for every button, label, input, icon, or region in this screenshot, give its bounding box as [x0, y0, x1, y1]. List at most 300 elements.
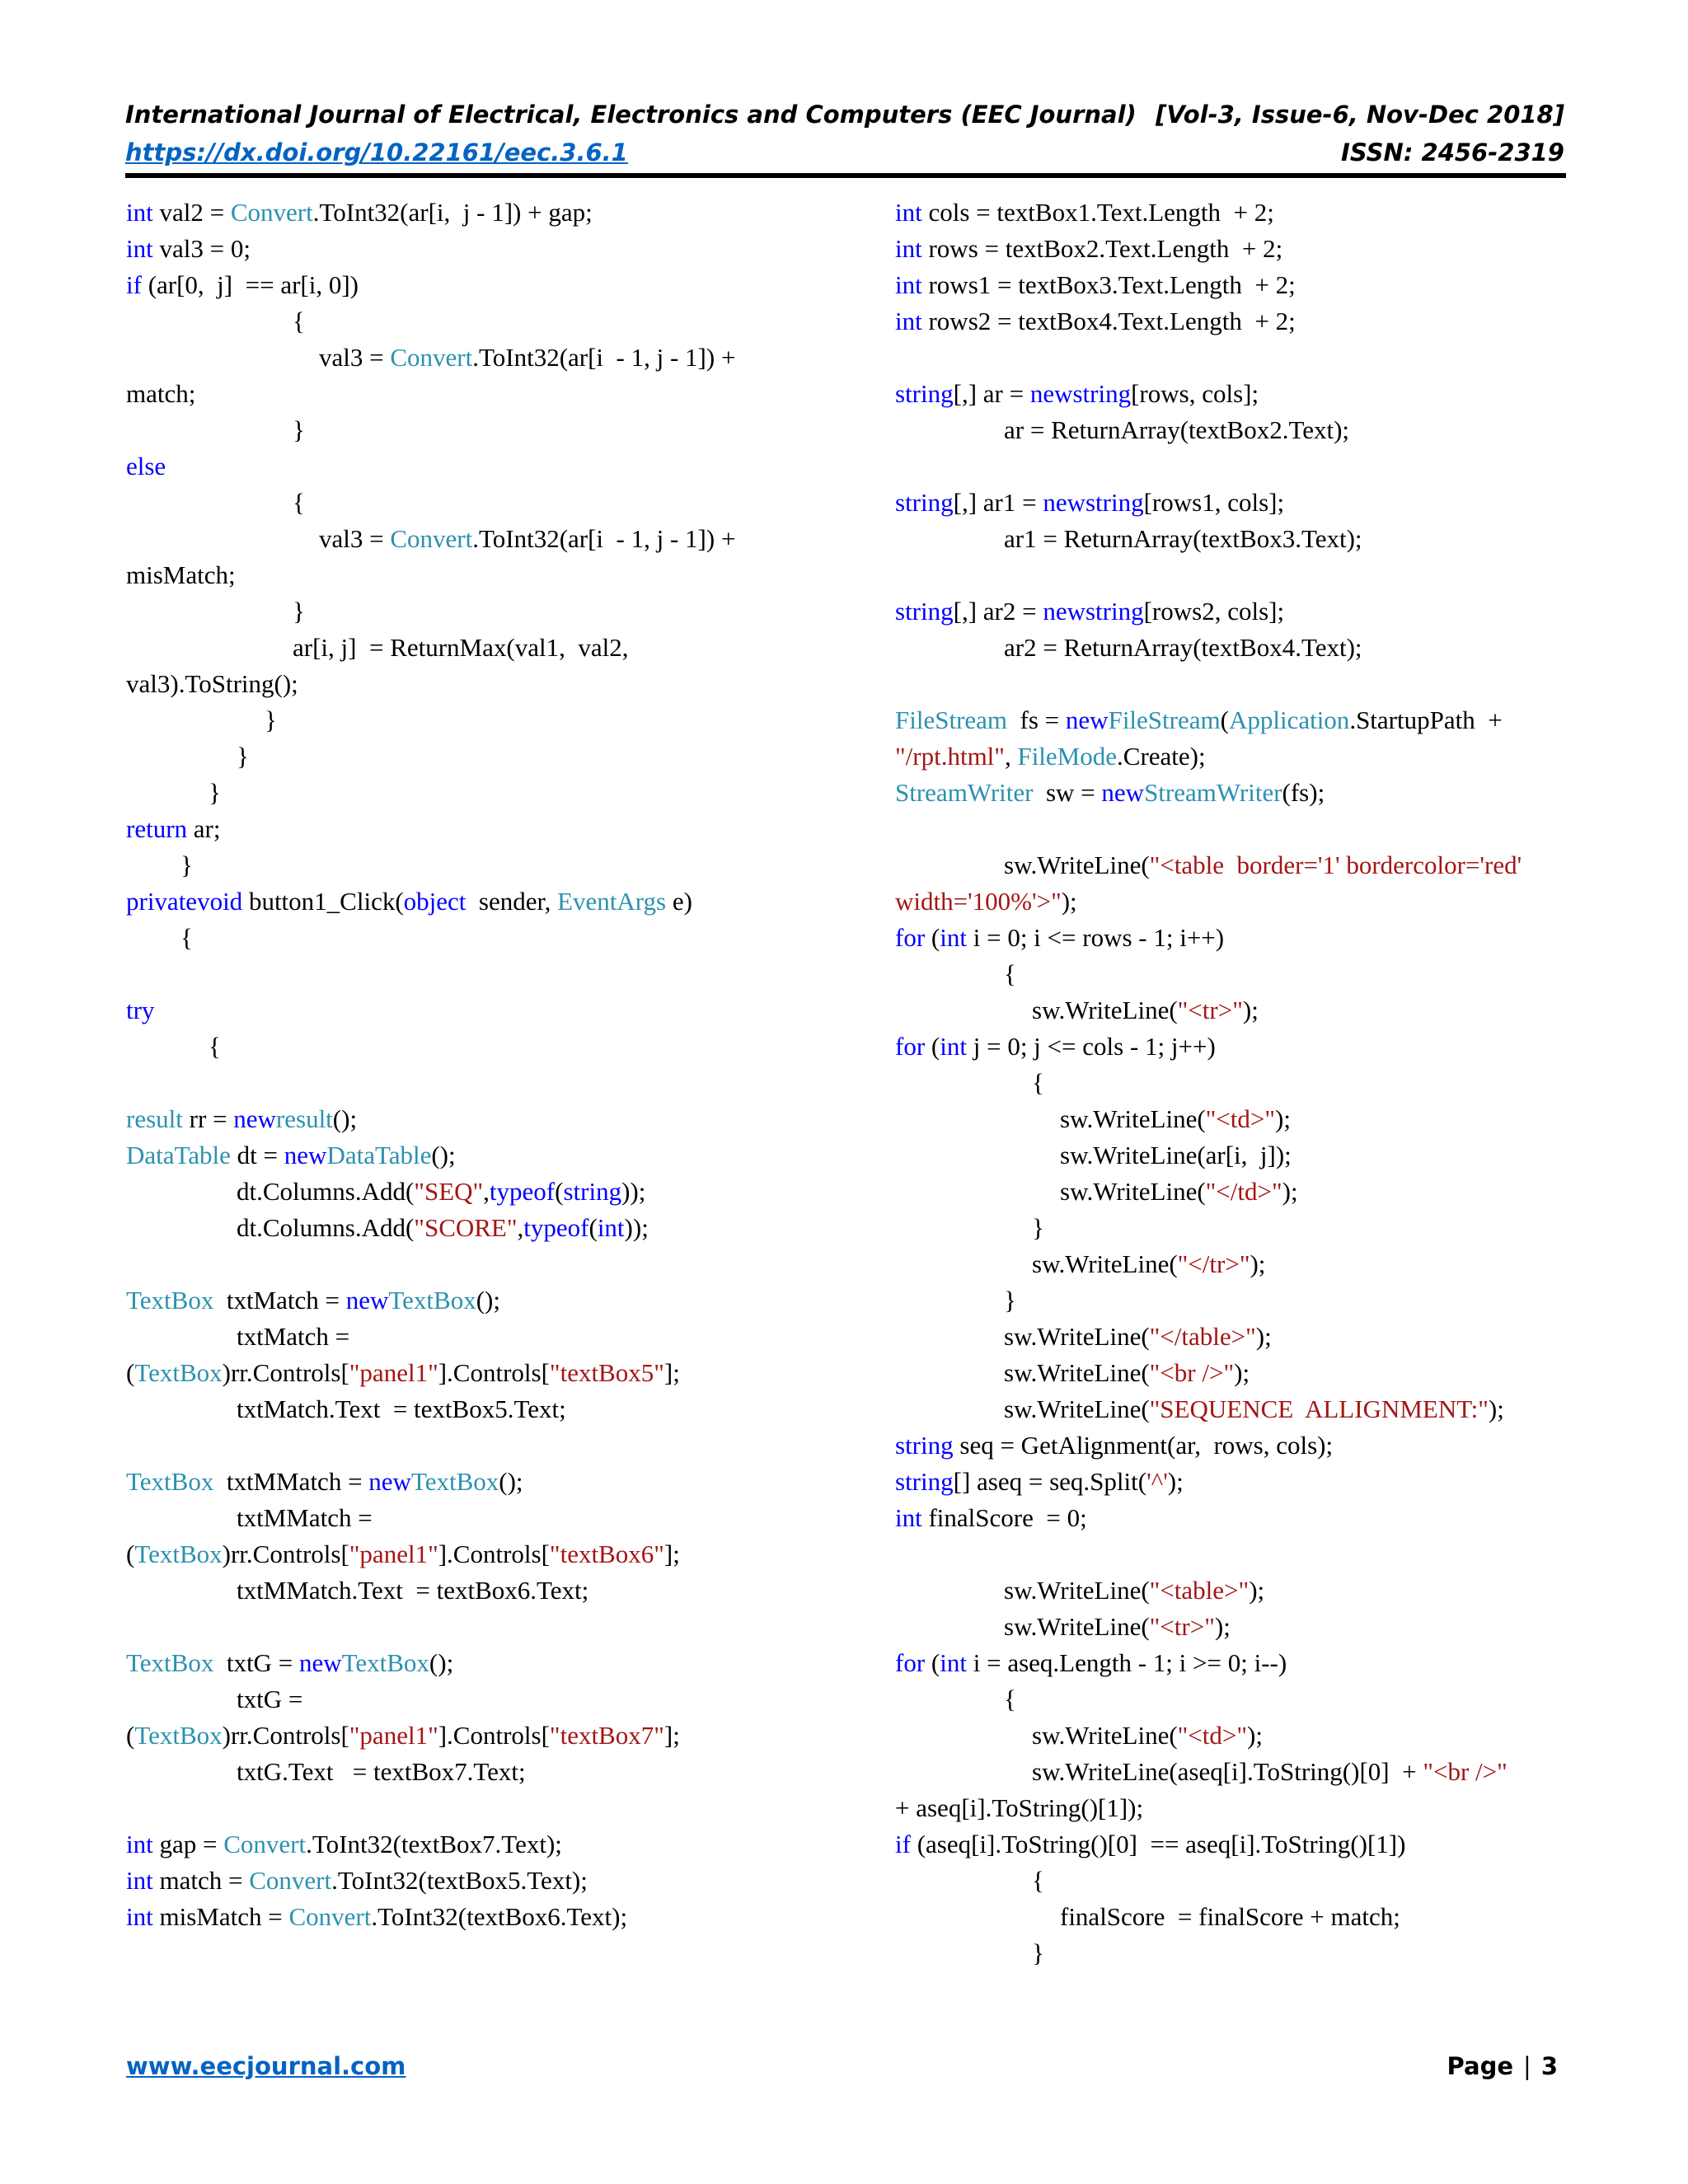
code-text: (	[126, 1721, 135, 1750]
code-string: "/rpt.html"	[895, 742, 1005, 771]
code-line	[126, 1828, 562, 1861]
code-text: val3 =	[319, 524, 391, 553]
code-text: ();	[429, 1648, 454, 1677]
code-keyword: string	[895, 1431, 954, 1460]
code-text: {	[1032, 1866, 1044, 1895]
code-line	[1004, 1574, 1264, 1607]
code-type-name: Convert	[288, 1902, 372, 1931]
code-text: (	[126, 1540, 135, 1568]
code-keyword: privatevoid	[126, 887, 243, 916]
code-line	[209, 1030, 221, 1063]
code-line	[1004, 958, 1016, 991]
code-text: {	[293, 488, 305, 517]
code-string: "</table>"	[1149, 1322, 1256, 1351]
code-line	[126, 994, 154, 1027]
code-string: "panel1"	[349, 1358, 438, 1387]
code-text: (	[1220, 705, 1229, 734]
code-text: button1_Click(	[242, 887, 404, 916]
code-text: ();	[332, 1104, 358, 1133]
code-text: txtG =	[213, 1648, 299, 1677]
code-text: .ToInt32(textBox7.Text);	[306, 1830, 562, 1858]
code-string: "textBox6"	[549, 1540, 664, 1568]
code-type-name: FileStream	[1108, 705, 1221, 734]
code-text: val3).ToString();	[126, 669, 298, 698]
code-line	[126, 377, 195, 410]
code-line	[237, 1393, 566, 1426]
code-line	[126, 1465, 523, 1498]
code-text: [,] ar =	[953, 379, 1030, 408]
code-string: width='100%'>"	[895, 887, 1062, 916]
code-keyword: int	[895, 198, 922, 227]
code-keyword: string	[895, 379, 954, 408]
code-text: + aseq[i].ToString()[1]);	[895, 1793, 1144, 1822]
code-text: dt.Columns.Add(	[237, 1213, 415, 1242]
code-text: e)	[666, 887, 692, 916]
code-line	[293, 631, 628, 664]
code-line	[126, 1647, 453, 1680]
code-string: "<td>"	[1205, 1104, 1276, 1133]
code-text: }	[237, 742, 249, 771]
code-line	[1060, 1175, 1298, 1208]
code-line	[895, 486, 1284, 519]
code-keyword: int	[895, 307, 922, 335]
code-type-name: EventArgs	[557, 887, 667, 916]
code-string: "panel1"	[349, 1540, 438, 1568]
code-text: rr =	[182, 1104, 234, 1133]
code-text: cols = textBox1.Text.Length + 2;	[921, 198, 1274, 227]
code-text: txtG =	[237, 1685, 303, 1713]
code-keyword: try	[126, 996, 155, 1024]
code-text: }	[209, 778, 221, 807]
code-line	[319, 341, 735, 374]
code-line	[126, 1357, 680, 1390]
code-text: [rows, cols];	[1131, 379, 1259, 408]
code-type-name: FileStream	[895, 705, 1008, 734]
code-text: rows1 = textBox3.Text.Length + 2;	[921, 270, 1296, 299]
code-keyword: return	[126, 814, 188, 843]
code-string: "textBox5"	[549, 1358, 664, 1387]
code-string: "<td>"	[1177, 1721, 1248, 1750]
code-text: );	[1234, 1358, 1250, 1387]
code-type-name: DataTable	[126, 1141, 231, 1169]
code-line	[181, 921, 193, 954]
code-line	[319, 523, 735, 555]
code-keyword: string	[895, 488, 954, 517]
code-text: sw.WriteLine(ar[i, j]);	[1060, 1141, 1292, 1169]
code-text: }	[1032, 1938, 1044, 1967]
code-keyword: if	[895, 1830, 911, 1858]
code-text: }	[265, 705, 277, 734]
code-line	[1032, 1212, 1044, 1244]
code-text: ].Controls[	[438, 1540, 550, 1568]
code-keyword: for	[895, 1032, 926, 1061]
code-text: ,	[1004, 742, 1018, 771]
page-separator: |	[1523, 2052, 1531, 2080]
code-keyword: if	[126, 270, 142, 299]
code-keyword: new	[233, 1104, 276, 1133]
footer-website-link[interactable]: www.eecjournal.com	[126, 2052, 406, 2080]
code-line	[1004, 414, 1349, 447]
code-keyword: int	[940, 1648, 967, 1677]
code-string: "textBox7"	[549, 1721, 664, 1750]
code-text: ));	[621, 1177, 646, 1206]
code-type-name: TextBox	[410, 1467, 499, 1496]
code-text: );	[1242, 996, 1259, 1024]
code-line	[126, 1284, 500, 1317]
code-line	[895, 1828, 1405, 1861]
code-string: "</td>"	[1205, 1177, 1282, 1206]
code-text: sw.WriteLine(	[1060, 1177, 1206, 1206]
page-number	[1447, 2052, 1558, 2080]
code-text: dt.Columns.Add(	[237, 1177, 415, 1206]
code-text: val3 =	[319, 343, 391, 372]
code-text: sender,	[466, 887, 558, 916]
code-line	[237, 1502, 373, 1535]
code-type-name: TextBox	[341, 1648, 429, 1677]
code-line	[1004, 1357, 1250, 1390]
code-text: {	[1004, 1685, 1016, 1713]
code-text: fs =	[1007, 705, 1066, 734]
code-text: misMatch =	[152, 1902, 289, 1931]
code-text: }	[1032, 1213, 1044, 1242]
code-line	[1004, 849, 1522, 882]
code-text: rows = textBox2.Text.Length + 2;	[921, 234, 1283, 263]
code-line	[293, 595, 305, 628]
code-keyword: new	[284, 1141, 327, 1169]
code-text: txtMatch =	[213, 1286, 346, 1315]
code-type-name: Application	[1228, 705, 1350, 734]
code-type-name: TextBox	[134, 1540, 223, 1568]
code-keyword: for	[895, 923, 926, 952]
code-type-name: Convert	[390, 343, 473, 372]
code-string: "</tr>"	[1177, 1249, 1250, 1278]
code-keyword: new	[1065, 705, 1109, 734]
code-keyword: else	[126, 452, 166, 480]
code-text: {	[1032, 1068, 1044, 1097]
code-text: [,] ar1 =	[953, 488, 1043, 517]
code-text: ,	[483, 1177, 490, 1206]
code-text: finalScore = 0;	[921, 1503, 1087, 1532]
code-line	[126, 885, 692, 918]
code-text: ];	[663, 1721, 680, 1750]
code-keyword: typeof	[523, 1213, 589, 1242]
code-keyword: int	[126, 1902, 153, 1931]
page-label: Page	[1447, 2052, 1514, 2080]
code-line	[1004, 1393, 1504, 1426]
code-type-name: DataTable	[326, 1141, 432, 1169]
code-line	[237, 1320, 349, 1353]
code-text: {	[209, 1032, 221, 1061]
code-text: sw.WriteLine(	[1004, 1358, 1150, 1387]
code-text: sw =	[1033, 778, 1102, 807]
code-text: (aseq[i].ToString()[0] == aseq[i].ToString()[1])	[910, 1830, 1406, 1858]
code-type-name: Convert	[230, 198, 313, 227]
code-type-name: TextBox	[126, 1286, 214, 1315]
code-line	[1032, 1755, 1507, 1788]
code-text: ));	[624, 1213, 649, 1242]
code-line	[265, 704, 277, 737]
issn: ISSN: 2456-2319	[1341, 138, 1564, 166]
code-line	[895, 1647, 1287, 1680]
code-text: (	[925, 1648, 940, 1677]
code-keyword: int	[126, 1830, 153, 1858]
code-keyword: for	[895, 1648, 926, 1677]
code-line	[895, 921, 1224, 954]
code-line	[126, 668, 298, 701]
code-text: txtMatch =	[237, 1322, 350, 1351]
code-text: (	[588, 1213, 598, 1242]
code-line	[895, 740, 1206, 773]
code-line	[895, 1465, 1184, 1498]
code-line	[1004, 1284, 1016, 1317]
code-type-name: FileMode	[1017, 742, 1118, 771]
code-line	[1004, 523, 1362, 555]
code-text: );	[1061, 887, 1077, 916]
code-string: "SEQ"	[414, 1177, 484, 1206]
code-text: )rr.Controls[	[222, 1540, 349, 1568]
code-line	[895, 232, 1282, 265]
code-type-name: result	[275, 1104, 333, 1133]
code-line	[1032, 1937, 1044, 1970]
code-text: txtMatch.Text = textBox5.Text;	[237, 1394, 566, 1423]
code-string: '^'	[1146, 1467, 1168, 1496]
code-line	[126, 1538, 680, 1571]
code-line	[895, 1792, 1143, 1825]
code-text: sw.WriteLine(	[1004, 1322, 1150, 1351]
code-text: sw.WriteLine(aseq[i].ToString()[0] +	[1032, 1757, 1423, 1786]
code-string: "SCORE"	[414, 1213, 518, 1242]
code-line	[895, 1030, 1216, 1063]
code-line	[1004, 1320, 1272, 1353]
code-text: ();	[431, 1141, 456, 1169]
code-text: (	[925, 1032, 940, 1061]
code-keyword: new	[368, 1467, 411, 1496]
code-text: .ToInt32(ar[i - 1, j - 1]) +	[472, 343, 736, 372]
code-type-name: StreamWriter	[895, 778, 1034, 807]
code-text: txtMMatch =	[213, 1467, 369, 1496]
code-text: );	[1249, 1576, 1265, 1605]
doi-link[interactable]: https://dx.doi.org/10.22161/eec.3.6.1	[125, 138, 628, 166]
code-text: ar[i, j] = ReturnMax(val1, val2,	[293, 633, 629, 662]
page-number-value: 3	[1540, 2052, 1558, 2080]
code-keyword: int	[895, 1503, 922, 1532]
code-text: ar2 = ReturnArray(textBox4.Text);	[1004, 633, 1362, 662]
code-keyword: int	[126, 198, 153, 227]
code-string: "<tr>"	[1177, 996, 1243, 1024]
code-type-name: StreamWriter	[1144, 778, 1282, 807]
code-keyword: new	[1101, 778, 1145, 807]
code-line	[895, 1429, 1333, 1462]
code-text: sw.WriteLine(	[1032, 1249, 1178, 1278]
code-string: "<br />"	[1149, 1358, 1235, 1387]
code-text: [rows2, cols];	[1143, 597, 1285, 626]
code-line	[895, 377, 1259, 410]
code-line	[126, 559, 236, 592]
code-keyword: new	[298, 1648, 342, 1677]
code-keyword: string	[895, 1467, 954, 1496]
code-text: .ToInt32(ar[i - 1, j - 1]) +	[472, 524, 736, 553]
code-line	[1032, 1248, 1265, 1281]
code-line	[895, 885, 1077, 918]
code-text: finalScore = finalScore + match;	[1060, 1902, 1400, 1931]
code-keyword: newstring	[1029, 379, 1132, 408]
code-text: rows2 = textBox4.Text.Length + 2;	[921, 307, 1296, 335]
code-line	[237, 740, 249, 773]
code-text: [rows1, cols];	[1143, 488, 1285, 517]
code-text: (	[555, 1177, 564, 1206]
code-text: ,	[517, 1213, 524, 1242]
code-text: );	[1167, 1467, 1184, 1496]
journal-title: International Journal of Electrical, Electronics and Computers (EEC Journal)	[125, 101, 1137, 129]
code-text: sw.WriteLine(	[1004, 851, 1150, 879]
code-string: "panel1"	[349, 1721, 438, 1750]
code-text: ar;	[187, 814, 221, 843]
code-text: sw.WriteLine(	[1032, 1721, 1178, 1750]
code-line	[126, 232, 251, 265]
code-text: }	[181, 851, 193, 879]
code-text: misMatch;	[126, 560, 236, 589]
code-line	[126, 450, 166, 483]
code-line	[1004, 631, 1362, 664]
code-text: dt =	[230, 1141, 284, 1169]
code-type-name: TextBox	[126, 1467, 214, 1496]
code-line	[1060, 1139, 1292, 1172]
code-text: gap =	[152, 1830, 224, 1858]
code-text: sw.WriteLine(	[1004, 1394, 1150, 1423]
code-line	[895, 305, 1296, 338]
code-text: ].Controls[	[438, 1721, 550, 1750]
code-line	[237, 1755, 526, 1788]
code-text: txtG.Text = textBox7.Text;	[237, 1757, 526, 1786]
code-text: match =	[152, 1866, 250, 1895]
code-text: .ToInt32(ar[i, j - 1]) + gap;	[312, 198, 593, 227]
code-line	[895, 776, 1325, 809]
code-keyword: object	[403, 887, 467, 916]
code-text: (ar[0, j] == ar[i, 0])	[141, 270, 359, 299]
code-line	[895, 1502, 1087, 1535]
code-text: sw.WriteLine(	[1032, 996, 1178, 1024]
code-type-name: TextBox	[388, 1286, 476, 1315]
code-keyword: int	[597, 1213, 625, 1242]
code-text: txtMMatch.Text = textBox6.Text;	[237, 1576, 589, 1605]
code-text: }	[1004, 1286, 1016, 1315]
code-line	[895, 595, 1284, 628]
code-text: ();	[476, 1286, 500, 1315]
code-line	[237, 1683, 302, 1716]
code-text: );	[1247, 1721, 1263, 1750]
code-line	[1060, 1103, 1291, 1136]
code-line	[237, 1212, 649, 1244]
code-line	[126, 269, 359, 302]
volume-issue: [Vol-3, Issue-6, Nov-Dec 2018]	[1156, 101, 1564, 129]
code-line	[126, 1103, 357, 1136]
code-text: }	[293, 597, 305, 626]
code-keyword: newstring	[1043, 488, 1144, 517]
code-text: }	[293, 415, 305, 444]
code-line	[1004, 1683, 1016, 1716]
code-text: ].Controls[	[438, 1358, 550, 1387]
code-text: );	[1250, 1249, 1266, 1278]
code-text: i = 0; i <= rows - 1; i++)	[966, 923, 1225, 952]
code-text: seq = GetAlignment(ar, rows, cols);	[953, 1431, 1334, 1460]
code-text: (	[126, 1358, 135, 1387]
code-line	[895, 269, 1296, 302]
code-text: ();	[499, 1467, 523, 1496]
code-string: "<br />"	[1423, 1757, 1507, 1786]
code-keyword: int	[895, 234, 922, 263]
code-type-name: Convert	[223, 1830, 307, 1858]
code-text: .ToInt32(textBox6.Text);	[371, 1902, 628, 1931]
code-line	[293, 305, 305, 338]
code-string: "SEQUENCE ALLIGNMENT:"	[1149, 1394, 1489, 1423]
code-text: [] aseq = seq.Split(	[953, 1467, 1147, 1496]
code-line	[1004, 1610, 1231, 1643]
code-keyword: new	[345, 1286, 389, 1315]
code-line	[126, 1719, 680, 1752]
code-line	[1032, 1719, 1263, 1752]
code-text: (	[925, 923, 940, 952]
code-line	[293, 414, 305, 447]
code-line	[237, 1574, 588, 1607]
code-text: );	[1275, 1104, 1291, 1133]
code-text: {	[1004, 959, 1016, 988]
code-line	[1032, 994, 1259, 1027]
code-keyword: newstring	[1043, 597, 1144, 626]
header-rule	[125, 173, 1566, 178]
code-line	[209, 776, 221, 809]
code-text: );	[1282, 1177, 1298, 1206]
code-line	[126, 1864, 588, 1897]
code-keyword: int	[895, 270, 922, 299]
code-line	[1032, 1864, 1044, 1897]
code-type-name: Convert	[390, 524, 473, 553]
code-text: ar = ReturnArray(textBox2.Text);	[1004, 415, 1350, 444]
code-type-name: TextBox	[134, 1358, 223, 1387]
code-text: )rr.Controls[	[222, 1721, 349, 1750]
code-string: "<tr>"	[1149, 1612, 1215, 1641]
code-text: ar1 = ReturnArray(textBox3.Text);	[1004, 524, 1362, 553]
code-text: .ToInt32(textBox5.Text);	[331, 1866, 588, 1895]
code-text: [,] ar2 =	[953, 597, 1043, 626]
code-text: sw.WriteLine(	[1060, 1104, 1206, 1133]
code-string: "<table border='1' bordercolor='red'	[1149, 851, 1522, 879]
code-keyword: int	[940, 1032, 967, 1061]
running-header	[125, 99, 1564, 176]
code-line	[1032, 1066, 1044, 1099]
code-text: txtMMatch =	[237, 1503, 373, 1532]
code-type-name: TextBox	[126, 1648, 214, 1677]
code-keyword: string	[563, 1177, 622, 1206]
code-text: sw.WriteLine(	[1004, 1576, 1150, 1605]
code-text: (fs);	[1282, 778, 1325, 807]
code-text: .StartupPath +	[1349, 705, 1503, 734]
code-text: ];	[663, 1540, 680, 1568]
code-text: )rr.Controls[	[222, 1358, 349, 1387]
code-string: "<table>"	[1149, 1576, 1250, 1605]
code-text: );	[1255, 1322, 1272, 1351]
code-keyword: int	[940, 923, 967, 952]
code-text: i = aseq.Length - 1; i >= 0; i--)	[966, 1648, 1287, 1677]
code-text: {	[293, 307, 305, 335]
code-keyword: int	[126, 1866, 153, 1895]
code-text: val3 = 0;	[152, 234, 251, 263]
code-type-name: result	[126, 1104, 183, 1133]
code-line	[895, 704, 1503, 737]
code-type-name: Convert	[249, 1866, 332, 1895]
code-line	[181, 849, 193, 882]
code-line	[1060, 1900, 1400, 1933]
code-text: match;	[126, 379, 196, 408]
